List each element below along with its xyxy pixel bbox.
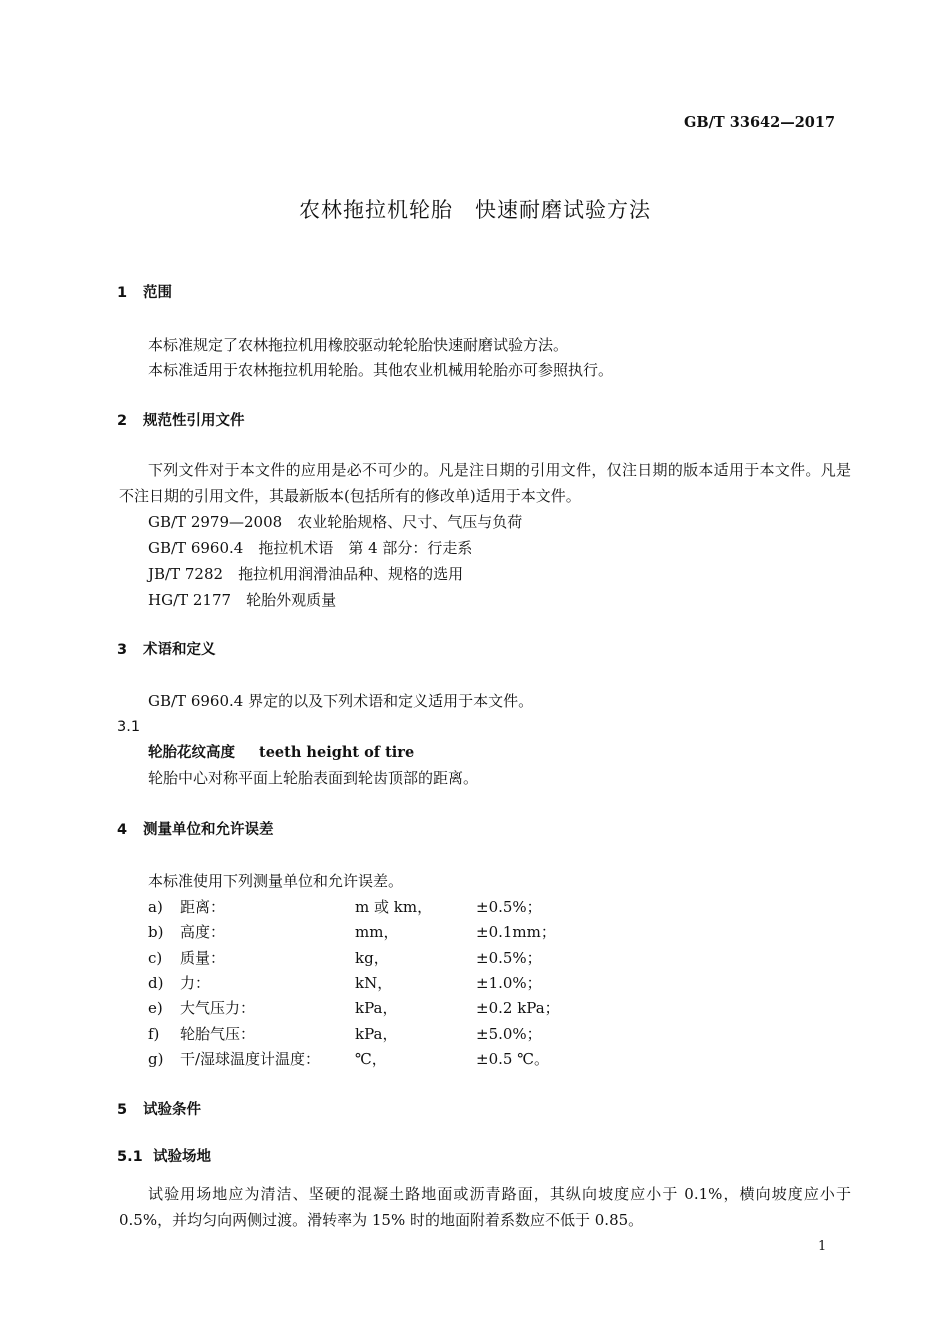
item-unit: kg， (355, 948, 389, 967)
item-unit: m 或 km， (355, 898, 433, 916)
item-name: 质量： (180, 948, 226, 967)
item-tol: ±0.1mm； (476, 923, 556, 942)
reference-item: GB/T 6960.4 拖拉机术语 第 4 部分：行走系 (148, 539, 473, 557)
item-tol: ±0.5%； (476, 898, 542, 916)
item-mark: a) (148, 898, 163, 916)
paragraph: 本标准使用下列测量单位和允许误差。 (148, 872, 404, 890)
page-number: 1 (818, 1239, 827, 1254)
page-title: 农林拖拉机轮胎 快速耐磨试验方法 (299, 198, 651, 222)
paragraph: GB/T 6960.4 界定的以及下列术语和定义适用于本文件。 (148, 692, 534, 710)
item-tol: ±1.0%； (476, 973, 542, 992)
item-name: 高度： (180, 923, 226, 942)
paragraph: 试验用场地应为清洁、坚硬的混凝土路地面或沥青路面，其纵向坡度应小于 0.1%，横向坡度应小于 0.5%，并均匀向两侧过渡。滑转率为 15% 时的地面附着系数应不低于 0.85。 (119, 1185, 851, 1229)
item-name: 干/湿球温度计温度： (180, 1049, 321, 1068)
item-tol: ±0.5 ℃。 (476, 1049, 549, 1068)
item-tol: ±0.2 kPa； (476, 999, 560, 1018)
item-mark: d) (148, 973, 164, 992)
item-unit: kPa， (355, 1024, 398, 1043)
item-tol: ±5.0%； (476, 1024, 542, 1043)
paragraph: 本标准规定了农林拖拉机用橡胶驱动轮轮胎快速耐磨试验方法。 (148, 336, 569, 354)
section-2-heading: 2 规范性引用文件 (117, 413, 245, 429)
item-mark: c) (148, 948, 163, 967)
section-3-heading: 3 术语和定义 (117, 642, 216, 658)
item-name: 大气压力： (180, 999, 256, 1018)
item-mark: f) (148, 1024, 160, 1043)
subsection-number: 3.1 (117, 719, 141, 735)
paragraph: 下列文件对于本文件的应用是必不可少的。凡是注日期的引用文件，仅注日期的版本适用于本文件。凡是不注日期的引用文件，其最新版本(包括所有的修改单)适用于本文件。 (119, 461, 851, 505)
item-unit: mm， (355, 923, 399, 942)
standard-number: GB/T 33642—2017 (684, 114, 836, 131)
item-name: 力： (180, 973, 211, 992)
item-unit: kPa， (355, 999, 398, 1018)
reference-item: HG/T 2177 轮胎外观质量 (148, 591, 337, 609)
item-tol: ±0.5%； (476, 948, 542, 967)
item-mark: b) (148, 923, 164, 942)
definition: 轮胎中心对称平面上轮胎表面到轮齿顶部的距离。 (148, 769, 479, 787)
item-name: 距离： (180, 898, 226, 916)
item-mark: g) (148, 1049, 164, 1068)
item-unit: ℃， (355, 1049, 387, 1068)
section-4-heading: 4 测量单位和允许误差 (117, 822, 274, 838)
term: 轮胎花纹高度 teeth height of tire (148, 744, 415, 761)
subsection-5-1-heading: 5.1 试验场地 (117, 1149, 211, 1165)
item-name: 轮胎气压： (180, 1024, 256, 1043)
item-unit: kN， (355, 973, 393, 992)
section-1-heading: 1 范围 (117, 285, 172, 301)
section-5-heading: 5 试验条件 (117, 1102, 201, 1118)
reference-item: GB/T 2979—2008 农业轮胎规格、尺寸、气压与负荷 (148, 513, 523, 531)
paragraph: 本标准适用于农林拖拉机用轮胎。其他农业机械用轮胎亦可参照执行。 (148, 361, 614, 379)
item-mark: e) (148, 999, 163, 1018)
reference-item: JB/T 7282 拖拉机用润滑油品种、规格的选用 (148, 565, 464, 583)
